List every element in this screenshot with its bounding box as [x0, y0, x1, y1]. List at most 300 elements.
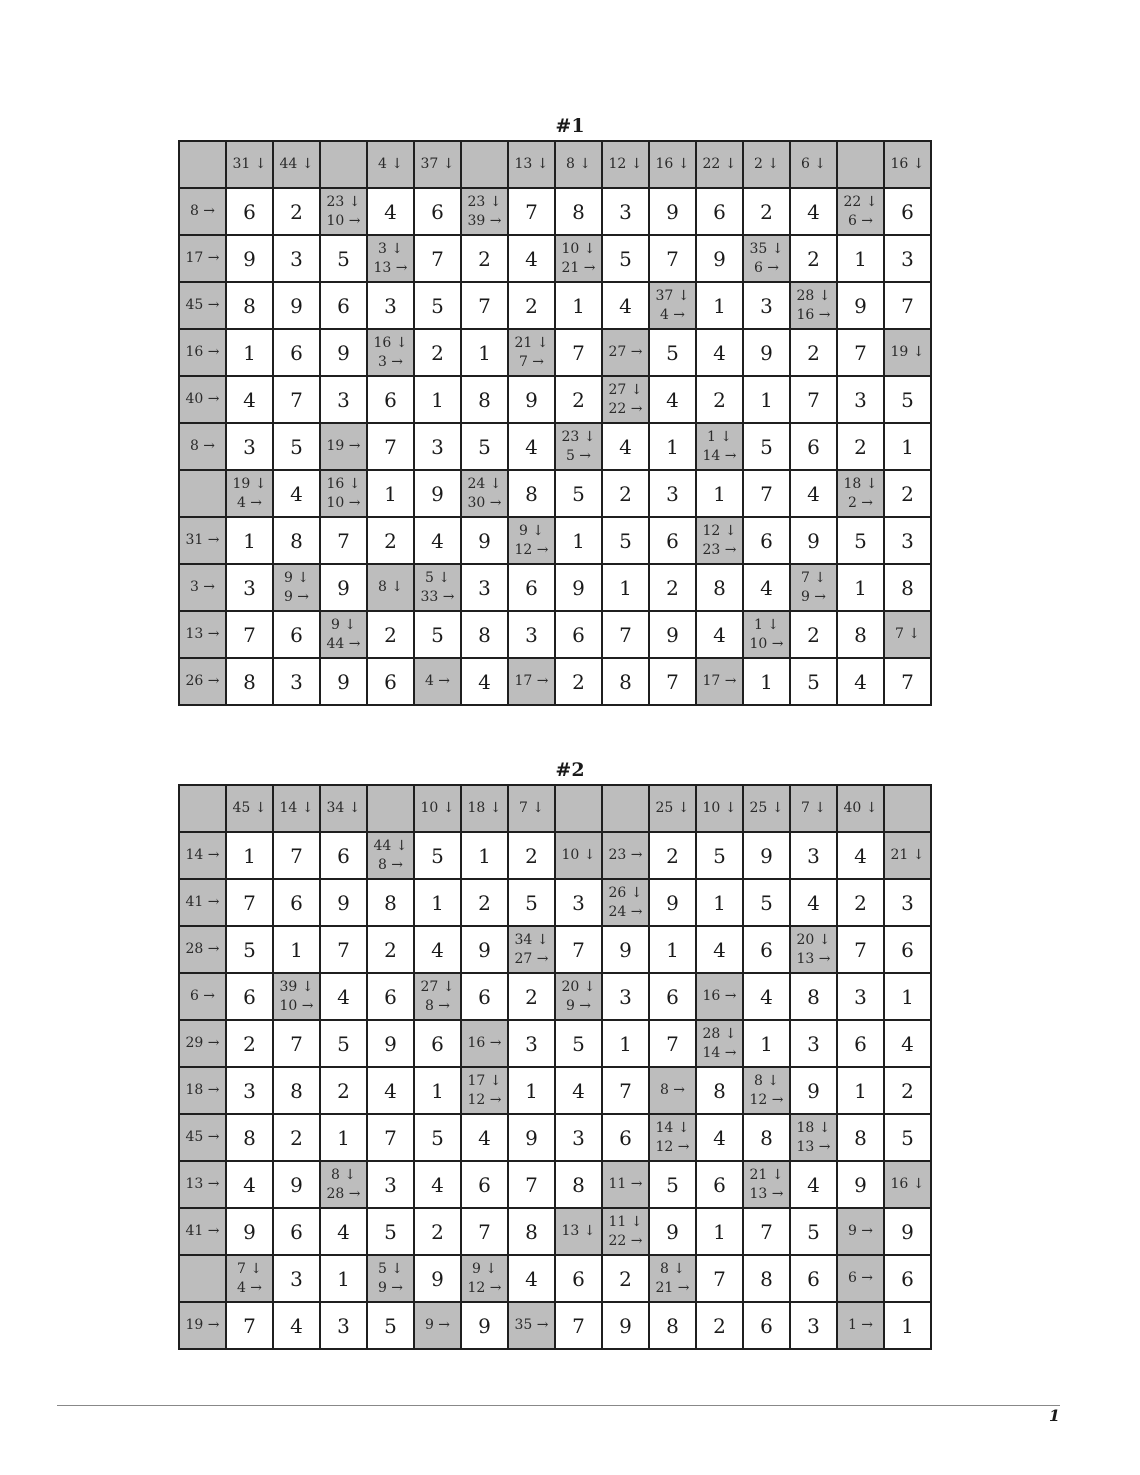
clue-label: 22 →: [608, 400, 643, 417]
digit-cell: 4: [508, 235, 555, 282]
clue-cell: [461, 785, 508, 832]
clue-label: 1 ↓: [706, 428, 733, 445]
digit-cell: 1: [602, 1020, 649, 1067]
digit-cell: 9: [414, 1255, 461, 1302]
digit-cell: 5: [602, 235, 649, 282]
digit-cell: 9: [884, 1208, 931, 1255]
clue-cell: [884, 329, 931, 376]
digit-cell: 8: [884, 564, 931, 611]
digit-cell: 6: [414, 1020, 461, 1067]
clue-cell: [320, 785, 367, 832]
clue-label: 45 ↓: [232, 800, 267, 816]
clue-label: 45 →: [185, 297, 220, 313]
digit-cell: 4: [790, 470, 837, 517]
clue-cell: [273, 564, 320, 611]
clue-label: 8 ↓: [377, 579, 404, 595]
clue-cell: [790, 1114, 837, 1161]
clue-cell: [884, 1161, 931, 1208]
clue-label: 8 ↓: [565, 156, 592, 172]
digit-cell: 7: [743, 1208, 790, 1255]
clue-label: 12 →: [749, 1091, 784, 1108]
digit-cell: 5: [743, 879, 790, 926]
digit-cell: 1: [837, 235, 884, 282]
clue-cell: [461, 188, 508, 235]
digit-cell: 7: [508, 188, 555, 235]
digit-cell: 1: [555, 517, 602, 564]
digit-cell: 1: [226, 329, 273, 376]
clue-cell: [179, 926, 226, 973]
clue-cell: [743, 235, 790, 282]
clue-cell: [602, 329, 649, 376]
clue-label: 25 ↓: [749, 800, 784, 816]
clue-label: 14 →: [702, 1044, 737, 1061]
digit-cell: 6: [226, 973, 273, 1020]
clue-cell: [508, 658, 555, 705]
digit-cell: 7: [555, 1302, 602, 1349]
clue-label: 34 ↓: [326, 800, 361, 816]
digit-cell: 7: [508, 1161, 555, 1208]
digit-cell: 5: [555, 470, 602, 517]
digit-cell: 6: [320, 832, 367, 879]
clue-cell: [273, 141, 320, 188]
grid-row: [179, 376, 931, 423]
clue-cell: [508, 517, 555, 564]
clue-label: 21 ↓: [514, 334, 549, 351]
clue-cell: [696, 1020, 743, 1067]
clue-label: 19 ↓: [232, 475, 267, 492]
clue-label: 2 ↓: [753, 156, 780, 172]
digit-cell: 2: [461, 879, 508, 926]
clue-cell: [790, 141, 837, 188]
clue-cell: [508, 926, 555, 973]
grid-row: [179, 832, 931, 879]
clue-cell: [696, 973, 743, 1020]
clue-cell: [414, 973, 461, 1020]
clue-label: 26 ↓: [608, 884, 643, 901]
digit-cell: 9: [461, 517, 508, 564]
digit-cell: 4: [743, 973, 790, 1020]
digit-cell: 9: [743, 329, 790, 376]
clue-cell: [696, 517, 743, 564]
digit-cell: 7: [367, 423, 414, 470]
clue-cell: [743, 785, 790, 832]
clue-label: 24 ↓: [467, 475, 502, 492]
clue-cell: [602, 1208, 649, 1255]
digit-cell: 4: [461, 1114, 508, 1161]
digit-cell: 3: [790, 1020, 837, 1067]
digit-cell: 7: [414, 235, 461, 282]
digit-cell: 2: [837, 879, 884, 926]
clue-label: 18 ↓: [843, 475, 878, 492]
blank-cell: [602, 785, 649, 832]
blank-cell: [179, 470, 226, 517]
digit-cell: 3: [226, 1067, 273, 1114]
clue-cell: [837, 188, 884, 235]
clue-cell: [837, 470, 884, 517]
clue-label: 13 ↓: [561, 1223, 596, 1239]
digit-cell: 8: [273, 517, 320, 564]
digit-cell: 1: [414, 376, 461, 423]
digit-cell: 1: [414, 879, 461, 926]
clue-cell: [790, 926, 837, 973]
digit-cell: 6: [884, 188, 931, 235]
clue-cell: [555, 141, 602, 188]
digit-cell: 8: [555, 1161, 602, 1208]
clue-label: 20 ↓: [796, 931, 831, 948]
clue-cell: [555, 235, 602, 282]
clue-cell: [367, 832, 414, 879]
clue-label: 14 ↓: [655, 1119, 690, 1136]
clue-cell: [367, 329, 414, 376]
digit-cell: 3: [884, 879, 931, 926]
digit-cell: 1: [743, 376, 790, 423]
digit-cell: 3: [790, 1302, 837, 1349]
kakuro-grid-1: [178, 140, 932, 706]
digit-cell: 5: [414, 832, 461, 879]
digit-cell: 3: [226, 564, 273, 611]
digit-cell: 4: [696, 926, 743, 973]
clue-label: 16 ↓: [326, 475, 361, 492]
digit-cell: 2: [790, 329, 837, 376]
digit-cell: 6: [555, 1255, 602, 1302]
digit-cell: 9: [696, 235, 743, 282]
digit-cell: 7: [461, 282, 508, 329]
digit-cell: 2: [367, 517, 414, 564]
clue-cell: [743, 611, 790, 658]
clue-label: 8 →: [424, 997, 451, 1014]
clue-cell: [508, 329, 555, 376]
clue-cell: [837, 1302, 884, 1349]
grid-row: [179, 564, 931, 611]
clue-label: 9 →: [847, 1223, 874, 1239]
clue-label: 4 →: [424, 673, 451, 689]
clue-cell: [179, 1114, 226, 1161]
clue-label: 8 →: [659, 1082, 686, 1098]
clue-cell: [179, 282, 226, 329]
clue-label: 9 →: [377, 1279, 404, 1296]
digit-cell: 8: [226, 1114, 273, 1161]
clue-label: 37 ↓: [420, 156, 455, 172]
clue-label: 31 ↓: [232, 156, 267, 172]
clue-label: 7 ↓: [518, 800, 545, 816]
digit-cell: 4: [414, 1161, 461, 1208]
digit-cell: 7: [837, 329, 884, 376]
digit-cell: 5: [320, 235, 367, 282]
digit-cell: 4: [414, 926, 461, 973]
clue-label: 1 ↓: [753, 616, 780, 633]
blank-cell: [555, 785, 602, 832]
clue-label: 9 →: [565, 997, 592, 1014]
digit-cell: 4: [461, 658, 508, 705]
clue-cell: [179, 564, 226, 611]
digit-cell: 7: [649, 658, 696, 705]
digit-cell: 4: [508, 423, 555, 470]
digit-cell: 3: [790, 832, 837, 879]
clue-cell: [696, 658, 743, 705]
digit-cell: 2: [414, 1208, 461, 1255]
digit-cell: 2: [367, 926, 414, 973]
clue-label: 16 ↓: [655, 156, 690, 172]
digit-cell: 2: [602, 470, 649, 517]
clue-label: 6 →: [753, 259, 780, 276]
digit-cell: 5: [555, 1020, 602, 1067]
digit-cell: 1: [884, 1302, 931, 1349]
digit-cell: 9: [743, 832, 790, 879]
digit-cell: 4: [555, 1067, 602, 1114]
clue-cell: [367, 1255, 414, 1302]
blank-cell: [320, 141, 367, 188]
digit-cell: 4: [508, 1255, 555, 1302]
digit-cell: 7: [273, 1020, 320, 1067]
digit-cell: 7: [602, 1067, 649, 1114]
digit-cell: 2: [884, 1067, 931, 1114]
clue-label: 9 ↓: [471, 1260, 498, 1277]
clue-label: 7 →: [518, 353, 545, 370]
digit-cell: 4: [226, 376, 273, 423]
digit-cell: 4: [790, 879, 837, 926]
digit-cell: 9: [649, 188, 696, 235]
digit-cell: 9: [790, 517, 837, 564]
clue-label: 34 ↓: [514, 931, 549, 948]
clue-label: 8 →: [189, 203, 216, 219]
clue-cell: [884, 141, 931, 188]
clue-label: 10 ↓: [702, 800, 737, 816]
clue-cell: [179, 973, 226, 1020]
digit-cell: 5: [696, 832, 743, 879]
clue-label: 10 ↓: [561, 240, 596, 257]
digit-cell: 4: [884, 1020, 931, 1067]
clue-label: 33 →: [420, 588, 455, 605]
digit-cell: 2: [273, 1114, 320, 1161]
digit-cell: 1: [461, 832, 508, 879]
digit-cell: 2: [790, 611, 837, 658]
digit-cell: 5: [226, 926, 273, 973]
clue-label: 3 →: [377, 353, 404, 370]
clue-cell: [602, 141, 649, 188]
clue-label: 25 ↓: [655, 800, 690, 816]
digit-cell: 1: [649, 926, 696, 973]
digit-cell: 5: [649, 1161, 696, 1208]
digit-cell: 9: [790, 1067, 837, 1114]
digit-cell: 6: [555, 611, 602, 658]
blank-cell: [179, 1255, 226, 1302]
clue-label: 28 →: [185, 941, 220, 957]
digit-cell: 8: [367, 879, 414, 926]
digit-cell: 9: [320, 329, 367, 376]
digit-cell: 7: [696, 1255, 743, 1302]
digit-cell: 8: [696, 1067, 743, 1114]
digit-cell: 5: [837, 517, 884, 564]
clue-cell: [602, 376, 649, 423]
digit-cell: 6: [743, 926, 790, 973]
grid-row: [179, 470, 931, 517]
digit-cell: 3: [649, 470, 696, 517]
digit-cell: 1: [320, 1114, 367, 1161]
clue-cell: [320, 423, 367, 470]
clue-label: 18 ↓: [467, 800, 502, 816]
clue-cell: [179, 517, 226, 564]
clue-label: 10 →: [326, 212, 361, 229]
digit-cell: 7: [273, 832, 320, 879]
clue-label: 16 →: [702, 988, 737, 1004]
clue-label: 7 ↓: [236, 1260, 263, 1277]
digit-cell: 2: [884, 470, 931, 517]
digit-cell: 2: [555, 658, 602, 705]
clue-label: 31 →: [185, 532, 220, 548]
clue-label: 17 ↓: [467, 1072, 502, 1089]
digit-cell: 5: [649, 329, 696, 376]
digit-cell: 1: [696, 282, 743, 329]
digit-cell: 4: [649, 376, 696, 423]
digit-cell: 1: [226, 517, 273, 564]
grid-row: [179, 329, 931, 376]
digit-cell: 6: [649, 973, 696, 1020]
digit-cell: 7: [602, 611, 649, 658]
digit-cell: 2: [696, 376, 743, 423]
digit-cell: 4: [602, 423, 649, 470]
digit-cell: 4: [226, 1161, 273, 1208]
digit-cell: 6: [696, 1161, 743, 1208]
clue-cell: [320, 188, 367, 235]
clue-label: 4 →: [236, 1279, 263, 1296]
clue-cell: [461, 470, 508, 517]
clue-label: 23 ↓: [561, 428, 596, 445]
digit-cell: 7: [790, 376, 837, 423]
clue-label: 8 ↓: [330, 1166, 357, 1183]
grid-row: [179, 282, 931, 329]
digit-cell: 6: [884, 926, 931, 973]
clue-label: 26 →: [185, 673, 220, 689]
clue-label: 6 →: [847, 1270, 874, 1286]
digit-cell: 7: [461, 1208, 508, 1255]
clue-label: 13 →: [796, 1138, 831, 1155]
clue-label: 12 ↓: [608, 156, 643, 172]
digit-cell: 3: [320, 376, 367, 423]
digit-cell: 8: [743, 1255, 790, 1302]
grid-row: [179, 423, 931, 470]
digit-cell: 2: [273, 188, 320, 235]
clue-label: 19 ↓: [890, 344, 925, 360]
digit-cell: 7: [367, 1114, 414, 1161]
clue-label: 44 ↓: [373, 837, 408, 854]
digit-cell: 8: [743, 1114, 790, 1161]
digit-cell: 6: [743, 517, 790, 564]
grid-row: [179, 1208, 931, 1255]
grid-row: [179, 785, 931, 832]
digit-cell: 8: [508, 470, 555, 517]
clue-cell: [179, 423, 226, 470]
clue-label: 21 ↓: [890, 847, 925, 863]
clue-label: 9 ↓: [330, 616, 357, 633]
clue-label: 21 →: [655, 1279, 690, 1296]
clue-label: 4 →: [659, 306, 686, 323]
digit-cell: 6: [226, 188, 273, 235]
clue-cell: [226, 1255, 273, 1302]
clue-cell: [602, 1161, 649, 1208]
clue-label: 14 ↓: [279, 800, 314, 816]
clue-cell: [790, 564, 837, 611]
clue-cell: [743, 141, 790, 188]
clue-label: 17 →: [185, 250, 220, 266]
digit-cell: 6: [461, 973, 508, 1020]
digit-cell: 1: [884, 423, 931, 470]
digit-cell: 9: [508, 1114, 555, 1161]
digit-cell: 3: [602, 188, 649, 235]
digit-cell: 9: [226, 1208, 273, 1255]
digit-cell: 1: [273, 926, 320, 973]
clue-label: 2 →: [847, 494, 874, 511]
clue-label: 8 →: [189, 438, 216, 454]
clue-cell: [226, 470, 273, 517]
clue-label: 40 ↓: [843, 800, 878, 816]
digit-cell: 4: [602, 282, 649, 329]
digit-cell: 6: [837, 1020, 884, 1067]
clue-label: 28 →: [326, 1185, 361, 1202]
clue-label: 7 ↓: [800, 569, 827, 586]
clue-label: 24 →: [608, 903, 643, 920]
clue-label: 16 →: [185, 344, 220, 360]
clue-cell: [273, 973, 320, 1020]
digit-cell: 4: [790, 1161, 837, 1208]
clue-label: 16 →: [796, 306, 831, 323]
clue-label: 10 →: [279, 997, 314, 1014]
clue-label: 8 →: [377, 856, 404, 873]
digit-cell: 9: [837, 1161, 884, 1208]
grid-row: [179, 1255, 931, 1302]
clue-label: 4 →: [236, 494, 263, 511]
clue-label: 22 →: [608, 1232, 643, 1249]
clue-cell: [367, 564, 414, 611]
clue-cell: [508, 785, 555, 832]
clue-label: 9 ↓: [283, 569, 310, 586]
puzzle-1-title: #1: [555, 115, 585, 137]
clue-label: 39 →: [467, 212, 502, 229]
clue-label: 11 ↓: [608, 1213, 643, 1230]
digit-cell: 1: [837, 564, 884, 611]
digit-cell: 4: [367, 1067, 414, 1114]
clue-cell: [179, 188, 226, 235]
digit-cell: 2: [649, 832, 696, 879]
digit-cell: 7: [320, 517, 367, 564]
digit-cell: 5: [508, 879, 555, 926]
digit-cell: 2: [555, 376, 602, 423]
clue-label: 13 →: [185, 1176, 220, 1192]
digit-cell: 4: [696, 611, 743, 658]
clue-cell: [649, 282, 696, 329]
clue-label: 23 →: [608, 847, 643, 863]
clue-cell: [179, 1302, 226, 1349]
digit-cell: 2: [837, 423, 884, 470]
blank-cell: [179, 785, 226, 832]
digit-cell: 3: [508, 611, 555, 658]
clue-label: 13 →: [185, 626, 220, 642]
digit-cell: 8: [273, 1067, 320, 1114]
digit-cell: 8: [649, 1302, 696, 1349]
digit-cell: 9: [555, 564, 602, 611]
clue-cell: [837, 785, 884, 832]
grid-row: [179, 611, 931, 658]
digit-cell: 6: [273, 611, 320, 658]
digit-cell: 6: [273, 879, 320, 926]
clue-label: 41 →: [185, 894, 220, 910]
digit-cell: 1: [508, 1067, 555, 1114]
clue-cell: [884, 832, 931, 879]
clue-label: 29 →: [185, 1035, 220, 1051]
digit-cell: 4: [837, 832, 884, 879]
digit-cell: 6: [320, 282, 367, 329]
digit-cell: 7: [555, 926, 602, 973]
digit-cell: 3: [414, 423, 461, 470]
